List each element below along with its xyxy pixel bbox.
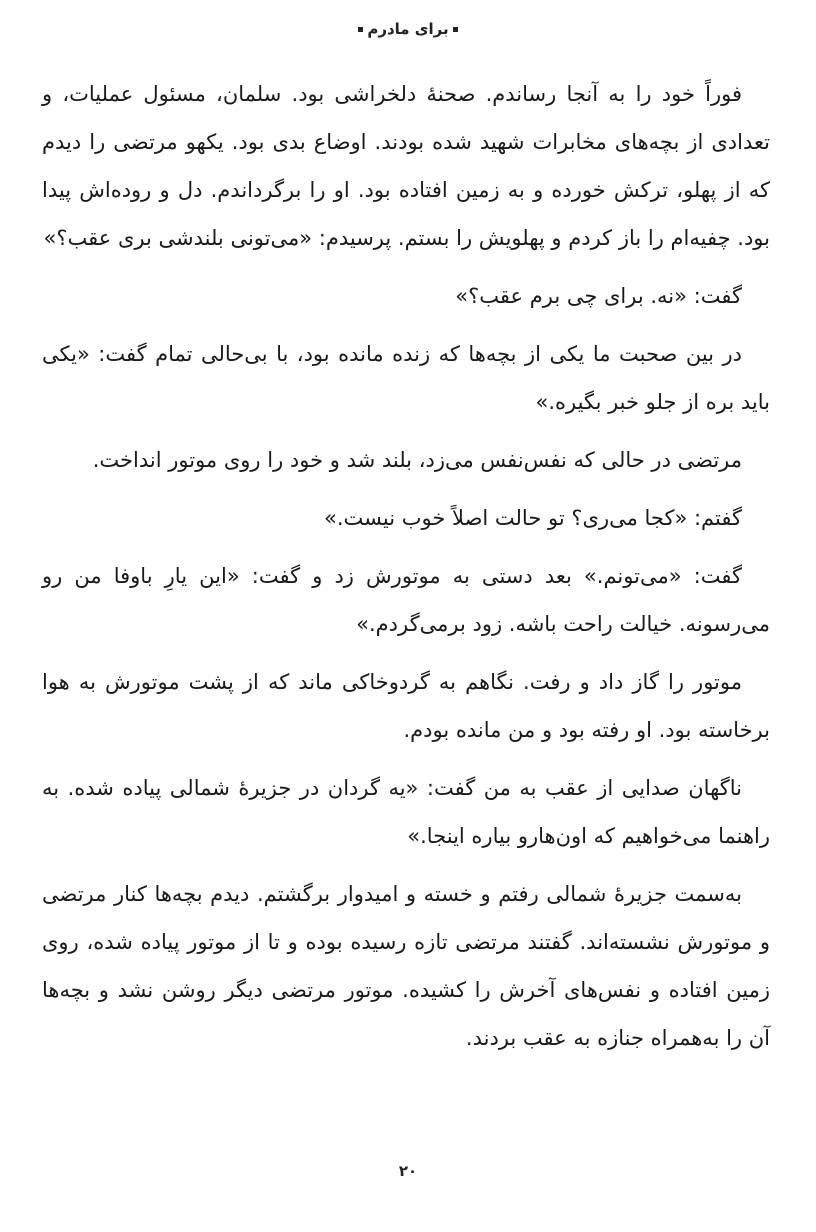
paragraph: گفتم: «کجا می‌ری؟ تو حالت اصلاً خوب نیست.» — [324, 506, 742, 530]
header-title: برای مادرم — [367, 20, 449, 38]
header-ornament-left — [453, 27, 458, 32]
body-text — [42, 70, 770, 1072]
page-number: ۲۰ — [398, 1162, 418, 1180]
paragraph: گفت: «می‌تونم.» بعد دستی به موتورش زد و گفت: «این یارِ باوفا من رو می‌رسونه. خیالت راحت باشه. زود برمی‌گردم.» — [42, 564, 770, 636]
paragraph: گفت: «نه. برای چی برم عقب؟» — [455, 284, 742, 308]
paragraph: ناگهان صدایی از عقب به من گفت: «یه گردان در جزیرهٔ شمالی پیاده شده. به راهنما می‌خواهیم که اون‌هارو بیاره اینجا.» — [42, 776, 770, 848]
header-ornament-right — [358, 27, 363, 32]
paragraph: مرتضی در حالی که نفس‌نفس می‌زد، بلند شد و خود را روی موتور انداخت. — [92, 448, 742, 472]
paragraph: به‌سمت جزیرهٔ شمالی رفتم و خسته و امیدوار برگشتم. دیدم بچه‌ها کنار مرتضی و موتورش نشسته‌اند. گفتند مرتضی تازه رسیده بوده و تا از موتور پیاده شده، روی زمین افتاده و نفس‌های آخرش را کشیده. موتور مرتضی دیگر روشن نشد و بچه‌ها آن را به‌همراه جنازه به عقب بردند. — [42, 882, 770, 1050]
paragraph: فوراً خود را به آنجا رساندم. صحنهٔ دلخراشی بود. سلمان، مسئول عملیات، و تعدادی از بچه‌های مخابرات شهید شده بودند. اوضاع بدی بود. یکهو مرتضی را دیدم که از پهلو، ترکش خورده و به زمین افتاده بود. او را برگرداندم. دل و روده‌اش پیدا بود. چفیه‌ام را باز کردم و پهلویش را بستم. پرسیدم: «می‌تونی بلندشی بری عقب؟» — [42, 82, 770, 250]
running-header — [0, 20, 816, 38]
paragraph: موتور را گاز داد و رفت. نگاهم به گردوخاکی ماند که از پشت موتورش به هوا برخاسته بود. او رفته بود و من مانده بودم. — [42, 670, 770, 742]
paragraph: در بین صحبت ما یکی از بچه‌ها که زنده مانده بود، با بی‌حالی تمام گفت: «یکی باید بره از جلو خبر بگیره.» — [42, 342, 770, 414]
